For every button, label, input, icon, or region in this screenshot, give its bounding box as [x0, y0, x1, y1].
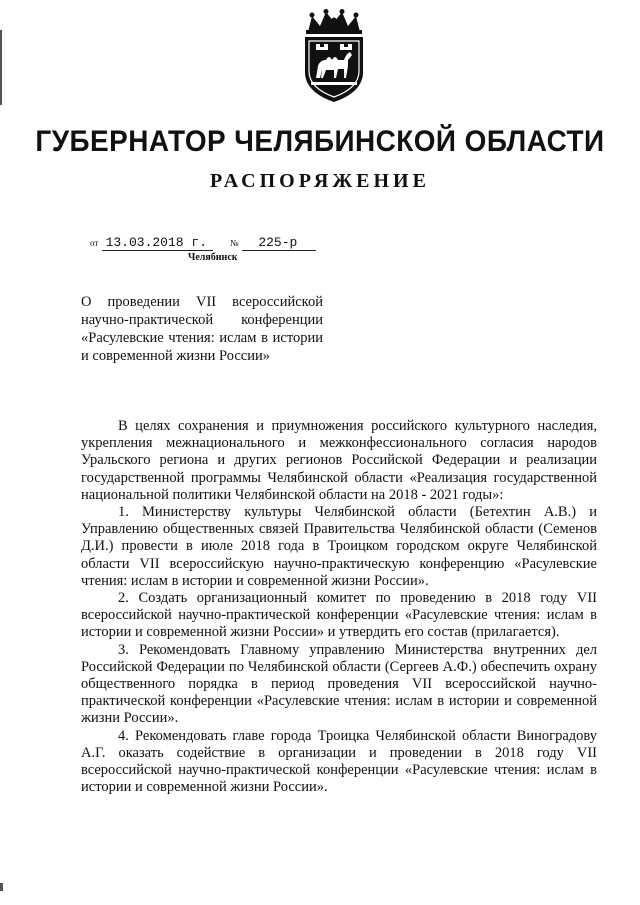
- date-value: 13.03.2018 г.: [102, 235, 213, 251]
- document-body: [81, 418, 597, 796]
- chelyabinsk-coat-of-arms-icon: [296, 8, 372, 104]
- scan-edge-tick: [0, 883, 3, 891]
- item-paragraph: 3. Рекомендовать Главному управлению Министерства внутренних дел Российской Федерации по Челябинской области (Сергеев А.Ф.) обеспечить охрану общественного порядка в период проведения VII всероссийской научно-практической конференции «Расулевские чтения: ислам в истории и современной жизни России».: [81, 641, 597, 727]
- document-type: РАСПОРЯЖЕНИЕ: [210, 170, 430, 192]
- scan-edge-mark: [0, 30, 2, 105]
- document-subject: О проведении VII всероссийской научно-практической конференции «Расулевские чтения: ислам в истории и современной жизни России»: [81, 294, 323, 364]
- page-title: ГУБЕРНАТОР ЧЕЛЯБИНСКОЙ ОБЛАСТИ: [35, 125, 605, 158]
- date-label: от: [90, 238, 99, 248]
- city-label: Челябинск: [188, 252, 238, 263]
- preamble-paragraph: В целях сохранения и приумножения российского культурного наследия, укрепления межнационального и межконфессионального согласия народов Уральского региона и других регионов Российской Федерации и реализации государственной программы Челябинской области «Реализация государственной национальной политики Челябинской области на 2018 - 2021 годы»:: [81, 418, 597, 503]
- document-date: [90, 234, 213, 251]
- item-paragraph: 2. Создать организационный комитет по проведению в 2018 году VII всероссийской научно-практической конференции «Расулевские чтения: ислам в истории и современной жизни России» и утвердить его состав (прилагается).: [81, 590, 597, 641]
- item-paragraph: 4. Рекомендовать главе города Троицка Челябинской области Виноградову А.Г. оказать содействие в организации и проведении в 2018 году VII всероссийской научно-практической конференции «Расулевские чтения: ислам в истории и современной жизни России».: [81, 727, 597, 796]
- item-paragraph: 1. Министерству культуры Челябинской области (Бетехтин А.В.) и Управлению общественных связей Правительства Челябинской области (Семенов Д.И.) провести в июле 2018 года в Троицком городском округе Челябинской области VII всероссийскую научно-практическую конференцию «Расулевские чтения: ислам в истории и современной жизни России».: [81, 504, 597, 589]
- number-value: 225-р: [242, 235, 316, 251]
- number-label: №: [230, 238, 239, 248]
- document-number: [230, 234, 316, 251]
